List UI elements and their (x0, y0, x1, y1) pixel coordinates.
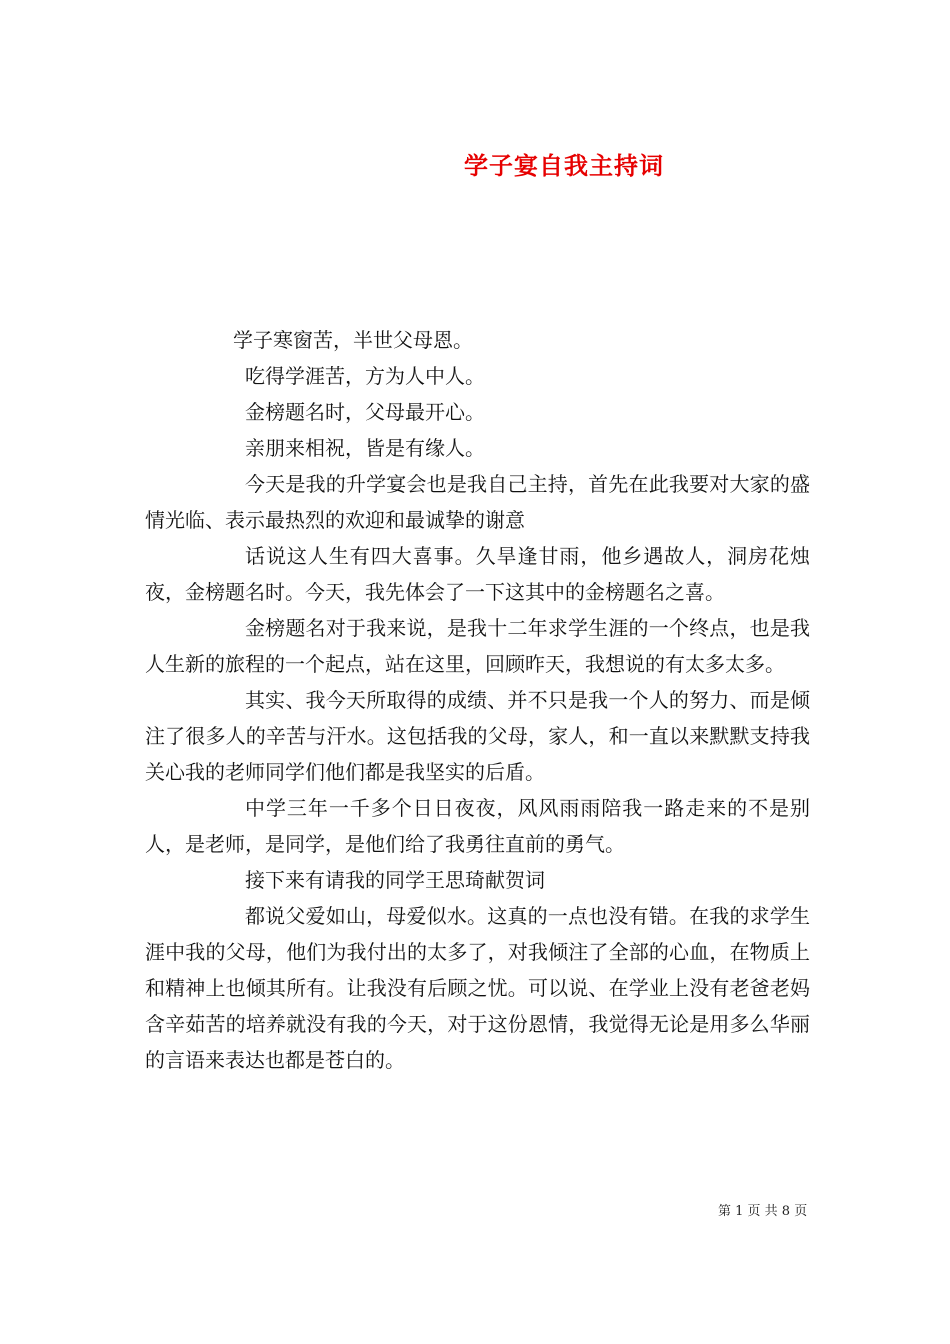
paragraph: 今天是我的升学宴会也是我自己主持，首先在此我要对大家的盛情光临、表示最热烈的欢迎和最诚挚的谢意 (145, 472, 810, 532)
document-title: 学子宴自我主持词 (464, 151, 664, 181)
poem-line: 金榜题名时，父母最开心。 (245, 400, 485, 424)
page-number-footer: 第 1 页 共 8 页 (718, 1204, 808, 1219)
paragraph: 话说这人生有四大喜事。久旱逢甘雨，他乡遇故人，洞房花烛夜，金榜题名时。今天，我先体会了一下这其中的金榜题名之喜。 (145, 544, 810, 604)
paragraph: 都说父爱如山，母爱似水。这真的一点也没有错。在我的求学生涯中我的父母，他们为我付出的太多了，对我倾注了全部的心血，在物质上和精神上也倾其所有。让我没有后顾之忧。可以说、在学业上没有老爸老妈含辛茹苦的培养就没有我的今天，对于这份恩情，我觉得无论是用多么华丽的言语来表达也都是苍白的。 (145, 904, 810, 1072)
poem-line: 吃得学涯苦，方为人中人。 (245, 364, 485, 388)
poem-line: 亲朋来相祝，皆是有缘人。 (245, 436, 485, 460)
poem-line: 学子寒窗苦，半世父母恩。 (233, 328, 473, 352)
paragraph: 其实、我今天所取得的成绩、并不只是我一个人的努力、而是倾注了很多人的辛苦与汗水。这包括我的父母，家人，和一直以来默默支持我关心我的老师同学们他们都是我坚实的后盾。 (145, 688, 810, 784)
document-body (145, 322, 810, 1078)
paragraph: 接下来有请我的同学王思琦献贺词 (245, 868, 545, 892)
paragraph: 金榜题名对于我来说，是我十二年求学生涯的一个终点，也是我人生新的旅程的一个起点，站在这里，回顾昨天，我想说的有太多太多。 (145, 616, 810, 676)
paragraph: 中学三年一千多个日日夜夜，风风雨雨陪我一路走来的不是别人，是老师，是同学，是他们给了我勇往直前的勇气。 (145, 796, 810, 856)
